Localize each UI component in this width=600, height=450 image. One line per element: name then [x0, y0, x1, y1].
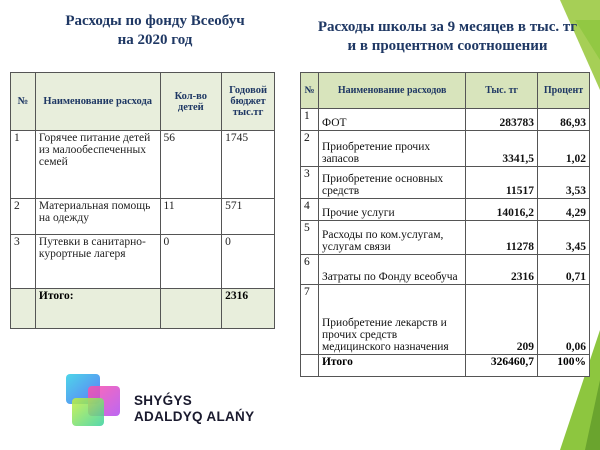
header-value: Тыс. тг — [466, 73, 538, 109]
title-left — [30, 12, 280, 50]
school-expenses-table — [300, 72, 590, 377]
table-header-row — [301, 73, 590, 109]
row-name: Материальная помощь на одежду — [35, 199, 160, 235]
total-label: Итого: — [35, 289, 160, 329]
header-budget: Годовой бюджет тыс.тг — [222, 73, 275, 131]
table-row — [301, 221, 590, 255]
row-percent: 4,29 — [538, 199, 590, 221]
table-row — [11, 235, 275, 289]
table-row — [301, 167, 590, 199]
row-percent: 0,71 — [538, 255, 590, 285]
row-value: 11278 — [466, 221, 538, 255]
header-number: № — [301, 73, 319, 109]
header-number: № — [11, 73, 36, 131]
table-row — [301, 131, 590, 167]
logo-text — [134, 393, 254, 425]
title-right-line2: и в процентном соотношении — [347, 38, 548, 54]
total-value: 326460,7 — [466, 355, 538, 377]
row-value: 283783 — [466, 109, 538, 131]
row-count: 11 — [160, 199, 222, 235]
row-name: Приобретение прочих запасов — [318, 131, 465, 167]
row-percent: 1,02 — [538, 131, 590, 167]
title-right-line1: Расходы школы за 9 месяцев в тыс. тг — [317, 19, 578, 35]
row-name: Путевки в санитарно-курортные лагеря — [35, 235, 160, 289]
header-name: Наименование расходов — [318, 73, 465, 109]
row-value: 11517 — [466, 167, 538, 199]
row-budget: 571 — [222, 199, 275, 235]
table-row — [301, 285, 590, 355]
row-percent: 3,53 — [538, 167, 590, 199]
header-name: Наименование расхода — [35, 73, 160, 131]
row-number: 3 — [301, 167, 319, 199]
total-value: 2316 — [222, 289, 275, 329]
row-name: ФОТ — [318, 109, 465, 131]
table-row — [11, 199, 275, 235]
table-row — [11, 131, 275, 199]
row-number: 3 — [11, 235, 36, 289]
total-label: Итого — [318, 355, 465, 377]
row-value: 2316 — [466, 255, 538, 285]
row-percent: 3,45 — [538, 221, 590, 255]
header-percent: Процент — [538, 73, 590, 109]
title-right — [295, 18, 600, 56]
row-value: 3341,5 — [466, 131, 538, 167]
header-count: Кол-во детей — [160, 73, 222, 131]
row-count: 0 — [160, 235, 222, 289]
table-row — [301, 109, 590, 131]
table-row — [301, 255, 590, 285]
row-name: Горячее питание детей из малообеспеченных семей — [35, 131, 160, 199]
row-percent: 0,06 — [538, 285, 590, 355]
row-value: 14016,2 — [466, 199, 538, 221]
row-percent: 86,93 — [538, 109, 590, 131]
vseobuch-table — [10, 72, 275, 329]
row-name: Приобретение лекарств и прочих средств медицинского назначения — [318, 285, 465, 355]
row-number: 4 — [301, 199, 319, 221]
row-number: 2 — [301, 131, 319, 167]
title-left-line2: на 2020 год — [117, 32, 193, 48]
row-budget: 1745 — [222, 131, 275, 199]
row-name: Прочие услуги — [318, 199, 465, 221]
row-number: 2 — [11, 199, 36, 235]
row-number: 7 — [301, 285, 319, 355]
row-number: 1 — [11, 131, 36, 199]
title-left-line1: Расходы по фонду Всеобуч — [65, 13, 245, 29]
colorful-cubes-logo-icon — [58, 364, 138, 436]
row-name: Приобретение основных средств — [318, 167, 465, 199]
row-name: Затраты по Фонду всеобуча — [318, 255, 465, 285]
logo-line2: ADALDYQ ALAŃY — [134, 409, 255, 424]
row-number: 6 — [301, 255, 319, 285]
logo-line1: SHYǴYS — [134, 393, 193, 408]
table-total-row — [11, 289, 275, 329]
row-name: Расходы по ком.услугам, услугам связи — [318, 221, 465, 255]
row-number: 5 — [301, 221, 319, 255]
total-percent: 100% — [538, 355, 590, 377]
row-count: 56 — [160, 131, 222, 199]
table-total-row — [301, 355, 590, 377]
table-row — [301, 199, 590, 221]
row-number: 1 — [301, 109, 319, 131]
row-value: 209 — [466, 285, 538, 355]
row-budget: 0 — [222, 235, 275, 289]
table-header-row — [11, 73, 275, 131]
